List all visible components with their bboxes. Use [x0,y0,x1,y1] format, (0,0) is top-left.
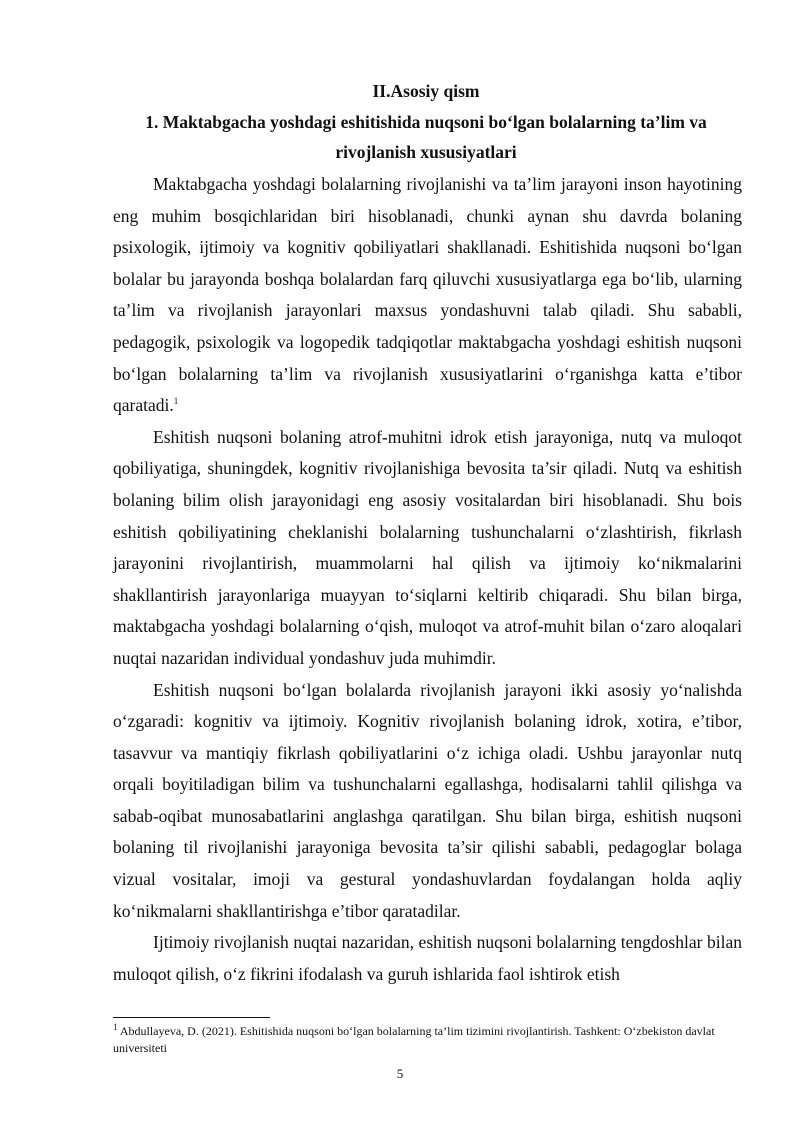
paragraph-text: Eshitish nuqsoni bo‘lgan bolalarda rivojlanish jarayoni ikki asosiy yo‘nalishda o‘zgaradi: kognitiv va ijtimoiy. Kognitiv rivojlanish bolaning idrok, xotira, e’tibor, tasavvur va mantiqiy fikrlash qobiliyatlarini o‘z ichiga oladi. Ushbu jarayonlar nutq orqali boyitiladigan bilim va tushunchalarni egallashga, hodisalarni tahlil qilishga va sabab-oqibat munosabatlarini anglashga qaratilgan. Shu bilan birga, eshitish nuqsoni bolaning til rivojlanishi jarayoniga bevosita ta’sir qilishi sababli, pedagoglar bolaga vizual vositalar, imoji va gestural yondashuvlardan foydalangan holda aqliy ko‘nikmalarni shakllantirishga e’tibor qaratadilar. [113,679,742,921]
chapter-title: 1. Maktabgacha yoshdagi eshitishida nuqsoni bo‘lgan bolalarning ta’lim va rivojlanish xususiyatlari [145,112,707,162]
section-title: II.Asosiy qism [372,81,480,101]
footnote-number: 1 [113,1022,118,1032]
page-number: 5 [396,1066,404,1081]
paragraph-text: Eshitish nuqsoni bolaning atrof-muhitni idrok etish jarayoniga, nutq va muloqot qobiliyatiga, shuningdek, kognitiv rivojlanishiga bevosita ta’sir qiladi. Nutq va eshitish bolaning bilim olish jarayonidagi eng asosiy vositalardan biri hisoblanadi. Shu bois eshitish qobiliyatining cheklanishi bolalarning tushunchalarni o‘zlashtirish, fikrlash jarayonini rivojlantirish, muammolarni hal qilish va ijtimoiy ko‘nikmalarini shakllantirish jarayonlariga muayyan to‘siqlarni keltirib chiqaradi. Shu bilan birga, maktabgacha yoshdagi bolalarning o‘qish, muloqot va atrof-muhit bilan o‘zaro aloqalari nuqtai nazaridan individual yondashuv juda muhimdir. [113,426,742,668]
body-text [113,169,742,990]
paragraph [113,169,742,422]
paragraph-text: Ijtimoiy rivojlanish nuqtai nazaridan, eshitish nuqsoni bolalarning tengdoshlar bilan muloqot qilish, o‘z fikrini ifodalash va guruh ishlarida faol ishtirok etish [113,932,742,984]
footnote [113,1023,742,1057]
footnote-reference: 1 [173,396,179,407]
footnote-divider [113,1017,270,1018]
paragraph [113,675,742,928]
paragraph [113,422,742,675]
paragraph-text: Maktabgacha yoshdagi bolalarning rivojlanishi va ta’lim jarayoni inson hayotining eng muhim bosqichlaridan biri hisoblanadi, chunki aynan shu davrda bolaning psixologik, ijtimoiy va kognitiv qobiliyatlari shakllanadi. Eshitishida nuqsoni bo‘lgan bolalar bu jarayonda boshqa bolalardan farq qiluvchi xususiyatlarga ega bo‘lib, ularning ta’lim va rivojlanish jarayonlari maxsus yondashuvni talab qiladi. Shu sababli, pedagogik, psixologik va logopedik tadqiqotlar maktabgacha yoshdagi eshitish nuqsoni bo‘lgan bolalarning ta’lim va rivojlanish xususiyatlarini o‘rganishga katta e’tibor qaratadi. [113,174,742,416]
footnote-text: Abdullayeva, D. (2021). Eshitishida nuqsoni bo‘lgan bolalarning ta’lim tizimini rivojlantirish. Tashkent: O‘zbekiston davlat universiteti [113,1024,715,1055]
paragraph [113,927,742,990]
